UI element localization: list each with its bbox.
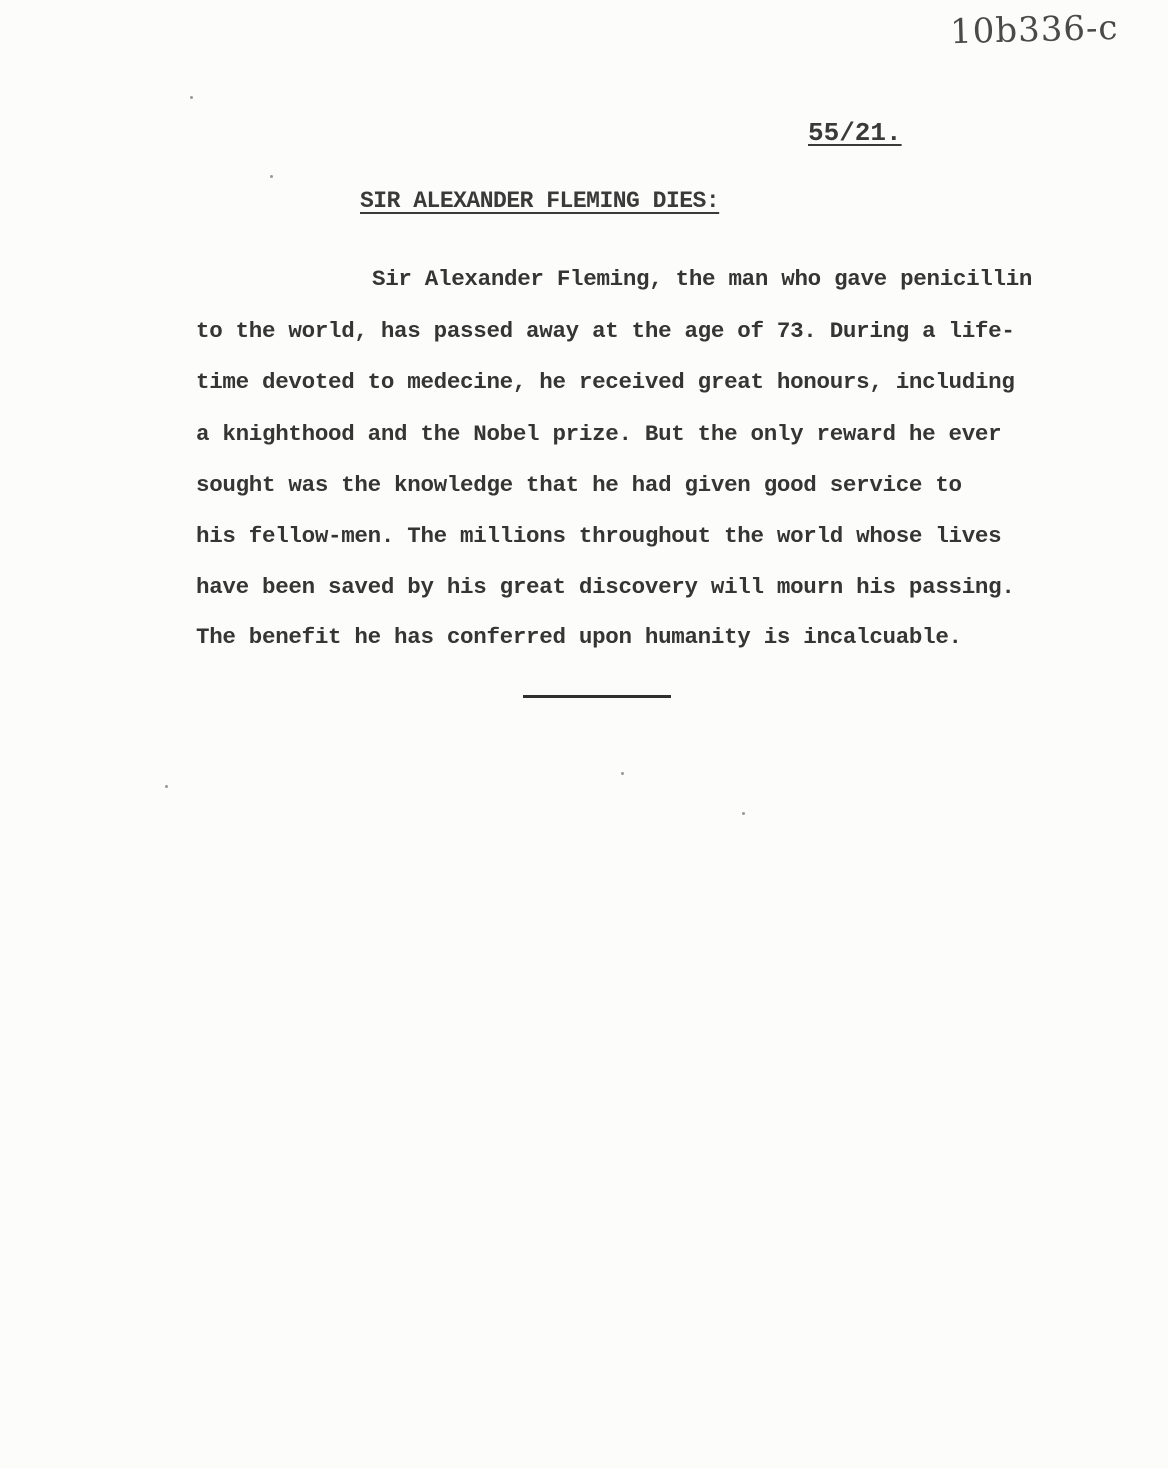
body-line: Sir Alexander Fleming, the man who gave penicillin	[372, 266, 1033, 292]
body-line: his fellow-men. The millions throughout the world whose lives	[196, 523, 1002, 549]
paper-speck	[742, 812, 745, 815]
body-line: a knighthood and the Nobel prize. But the only reward he ever	[196, 421, 1002, 447]
paper-speck	[621, 772, 624, 775]
body-line: The benefit he has conferred upon humanity is incalcuable.	[196, 624, 962, 650]
body-line: to the world, has passed away at the age of 73. During a life-	[196, 318, 1015, 344]
body-line: sought was the knowledge that he had given good service to	[196, 472, 962, 498]
body-line: have been saved by his great discovery will mourn his passing.	[196, 574, 1015, 600]
paper-speck	[270, 175, 273, 178]
body-line: time devoted to medecine, he received great honours, including	[196, 369, 1015, 395]
document-number: 55/21.	[808, 118, 902, 148]
headline: SIR ALEXANDER FLEMING DIES:	[360, 188, 720, 214]
handwritten-reference-number: 10b336-c	[949, 7, 1119, 53]
paper-speck	[190, 96, 193, 99]
end-rule	[523, 695, 671, 698]
paper-speck	[165, 785, 168, 788]
